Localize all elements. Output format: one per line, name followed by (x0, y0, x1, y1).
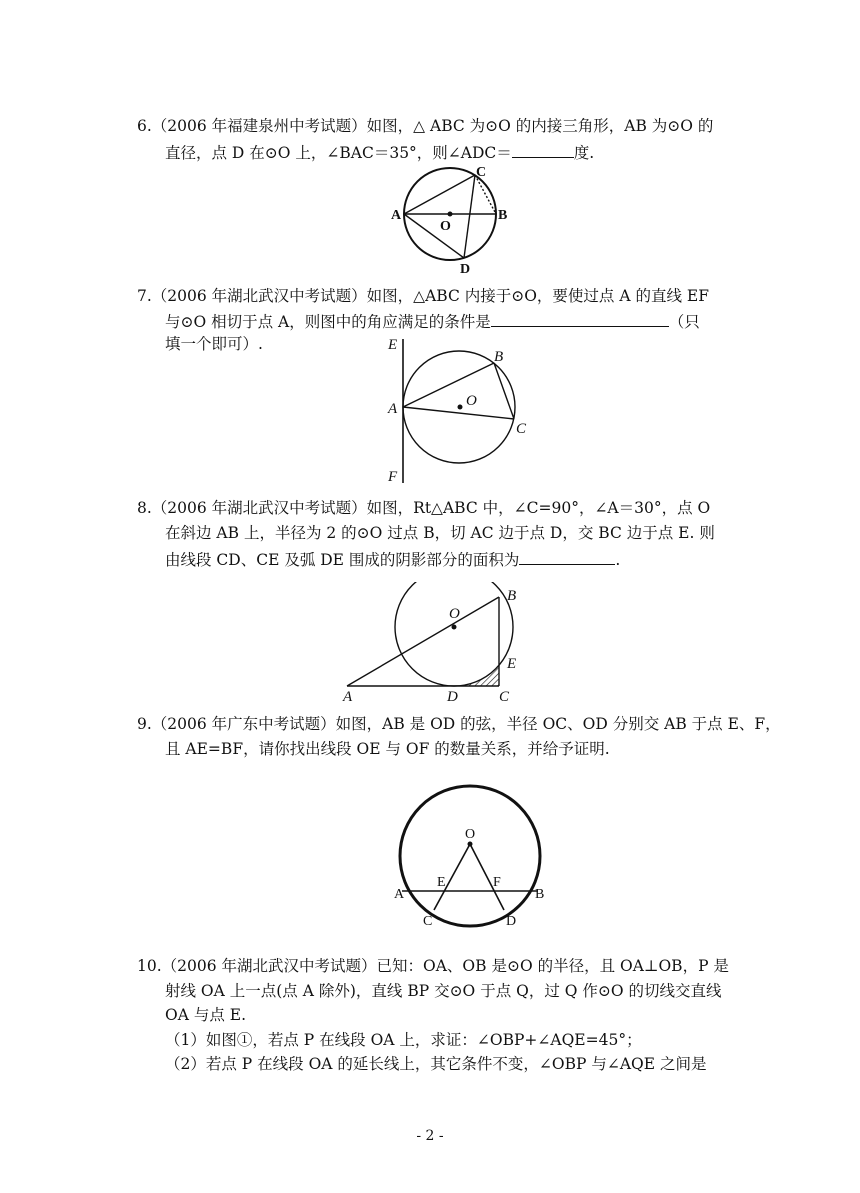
p8-label-O: O (449, 606, 460, 622)
answer-blank-p8 (519, 548, 615, 565)
figure-p8 (335, 582, 535, 704)
p10-line1: 10.（2006 年湖北武汉中考试题）已知：OA、OB 是⊙O 的半径，且 OA⊥OB，P 是 (137, 957, 729, 975)
p8-label-A: A (343, 689, 353, 704)
p10-line4: （1）如图①，若点 P 在线段 OA 上，求证：∠OBP+∠AQE=45°； (165, 1031, 642, 1049)
p9-label-E: E (437, 875, 446, 890)
p7-line3: 填一个即可）. (165, 335, 263, 353)
p8-label-D: D (447, 689, 458, 704)
p9-line2: 且 AE=BF，请你找出线段 OE 与 OF 的数量关系，并给予证明. (165, 740, 610, 758)
p10-line3: OA 与点 E. (165, 1006, 246, 1024)
p7-line2-end: （只 (668, 313, 700, 331)
p6-label-A: A (391, 208, 402, 223)
p8-line3 (165, 548, 620, 570)
p6-line1: 6.（2006 年福建泉州中考试题）如图，△ ABC 为⊙O 的内接三角形，AB 为⊙O 的 (137, 117, 714, 135)
p9-line1: 9.（2006 年广东中考试题）如图，AB 是 OD 的弦，半径 OC、OD 分别交 AB 于点 E、F， (137, 715, 781, 733)
p7-line1: 7.（2006 年湖北武汉中考试题）如图，△ABC 内接于⊙O，要使过点 A 的直线 EF (137, 287, 709, 305)
p6-label-B: B (498, 208, 508, 223)
p10-line5: （2）若点 P 在线段 OA 的延长线上，其它条件不变，∠OBP 与∠AQE 之间是 (165, 1055, 707, 1073)
p9-label-F: F (493, 875, 501, 890)
p9-label-D: D (506, 914, 517, 929)
p8-label-B: B (507, 588, 517, 604)
p7-label-E: E (388, 337, 398, 353)
p8-line1: 8.（2006 年湖北武汉中考试题）如图，Rt△ABC 中，∠C=90°，∠A＝30°，点 O (137, 499, 711, 517)
p8-label-E: E (507, 656, 517, 672)
p6-label-O: O (440, 219, 451, 234)
p6-line2-end: 度. (573, 144, 595, 162)
p9-label-O: O (465, 827, 476, 842)
p8-label-C: C (499, 689, 510, 704)
p10-line2: 射线 OA 上一点(点 A 除外)，直线 BP 交⊙O 于点 Q，过 Q 作⊙O 的切线交直线 (165, 982, 722, 1000)
p8-line3-end: . (615, 551, 621, 569)
p7-line2-text: 与⊙O 相切于点 A，则图中的角应满足的条件是 (165, 313, 491, 331)
p6-label-C: C (476, 165, 487, 180)
figure-p6 (388, 164, 508, 276)
page-number: - 2 - (416, 1128, 444, 1144)
p7-label-A: A (388, 401, 398, 417)
p8-line3-text: 由线段 CD、CE 及弧 DE 围成的阴影部分的面积为 (165, 551, 520, 569)
answer-blank-p7 (491, 310, 669, 327)
p7-label-C: C (516, 421, 527, 437)
answer-blank-p6 (512, 141, 574, 158)
p6-line2-text: 直径，点 D 在⊙O 上，∠BAC＝35°，则∠ADC＝ (165, 144, 512, 162)
p6-label-D: D (460, 262, 471, 276)
p8-line2: 在斜边 AB 上，半径为 2 的⊙O 过点 B，切 AC 边于点 D，交 BC 边于点 E. 则 (165, 524, 715, 542)
p7-line2 (165, 310, 700, 332)
p9-label-C: C (423, 914, 433, 929)
figure-p7 (380, 335, 540, 485)
p6-line2 (165, 141, 594, 163)
p9-label-A: A (394, 887, 405, 902)
p7-label-F: F (388, 469, 398, 485)
figure-p9 (388, 778, 556, 938)
p9-label-B: B (535, 887, 545, 902)
p7-label-B: B (494, 349, 504, 365)
p7-label-O: O (466, 393, 477, 409)
